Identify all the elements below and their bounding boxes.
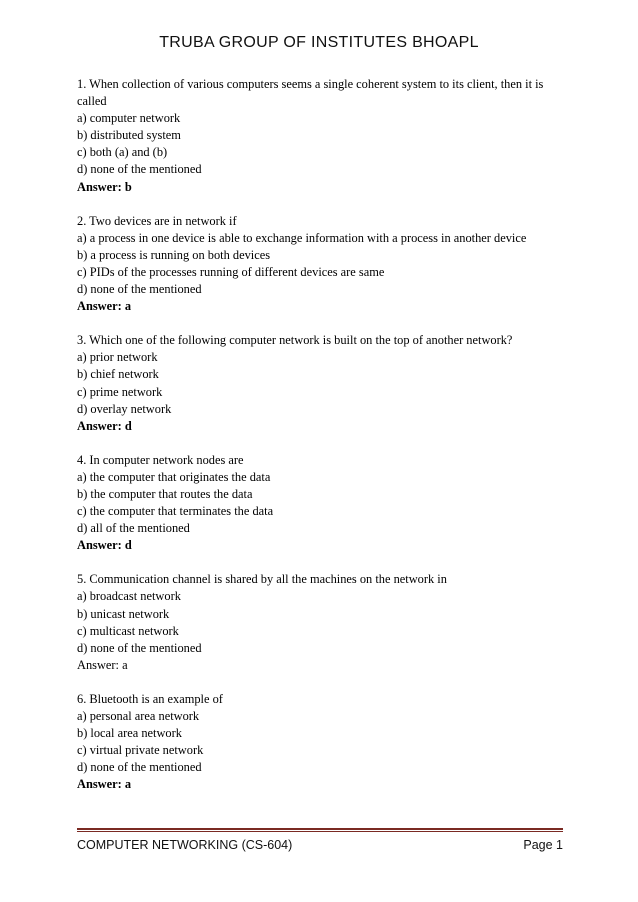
answer: Answer: a <box>77 299 132 314</box>
answer: Answer: a <box>77 777 132 792</box>
option-b: b) unicast network <box>77 606 170 621</box>
question-2 <box>77 213 567 316</box>
option-d: d) overlay network <box>77 401 172 416</box>
question-text: 2. Two devices are in network if <box>77 213 237 228</box>
question-1 <box>77 76 567 196</box>
option-b: b) the computer that routes the data <box>77 486 253 501</box>
answer: Answer: d <box>77 538 132 553</box>
footer-page-number: Page 1 <box>523 838 563 852</box>
question-text: 5. Communication channel is shared by all the machines on the network in <box>77 572 447 587</box>
question-text: 1. When collection of various computers seems a single coherent system to its client, then it is called <box>77 77 544 109</box>
option-d: d) none of the mentioned <box>77 640 202 655</box>
option-d: d) none of the mentioned <box>77 760 202 775</box>
option-c: c) virtual private network <box>77 743 204 758</box>
option-b: b) chief network <box>77 367 159 382</box>
option-a: a) a process in one device is able to exchange information with a process in another device <box>77 230 527 245</box>
footer-divider <box>77 828 563 830</box>
question-6 <box>77 691 567 794</box>
option-c: c) prime network <box>77 384 163 399</box>
option-d: d) none of the mentioned <box>77 162 202 177</box>
option-d: d) all of the mentioned <box>77 521 190 536</box>
question-4 <box>77 452 567 555</box>
option-d: d) none of the mentioned <box>77 282 202 297</box>
option-c: c) both (a) and (b) <box>77 145 168 160</box>
option-b: b) distributed system <box>77 128 181 143</box>
answer: Answer: a <box>77 657 128 672</box>
option-a: a) personal area network <box>77 709 200 723</box>
question-list <box>77 76 567 810</box>
option-c: c) the computer that terminates the data <box>77 504 274 519</box>
footer-course: COMPUTER NETWORKING (CS-604) <box>77 838 293 852</box>
option-b: b) a process is running on both devices <box>77 247 271 262</box>
question-5 <box>77 571 567 674</box>
option-a: a) prior network <box>77 350 158 365</box>
question-text: 6. Bluetooth is an example of <box>77 691 223 706</box>
question-text: 4. In computer network nodes are <box>77 452 244 467</box>
answer: Answer: b <box>77 179 132 194</box>
option-a: a) computer network <box>77 111 181 126</box>
question-text: 3. Which one of the following computer network is built on the top of another network? <box>77 333 513 348</box>
answer: Answer: d <box>77 418 132 433</box>
option-a: a) the computer that originates the data <box>77 469 271 484</box>
option-c: c) PIDs of the processes running of different devices are same <box>77 264 385 279</box>
option-c: c) multicast network <box>77 623 179 638</box>
footer-divider-thin <box>77 831 563 832</box>
option-a: a) broadcast network <box>77 589 181 604</box>
option-b: b) local area network <box>77 726 182 741</box>
page-header-title: TRUBA GROUP OF INSTITUTES BHOAPL <box>159 34 479 51</box>
question-3 <box>77 332 567 435</box>
